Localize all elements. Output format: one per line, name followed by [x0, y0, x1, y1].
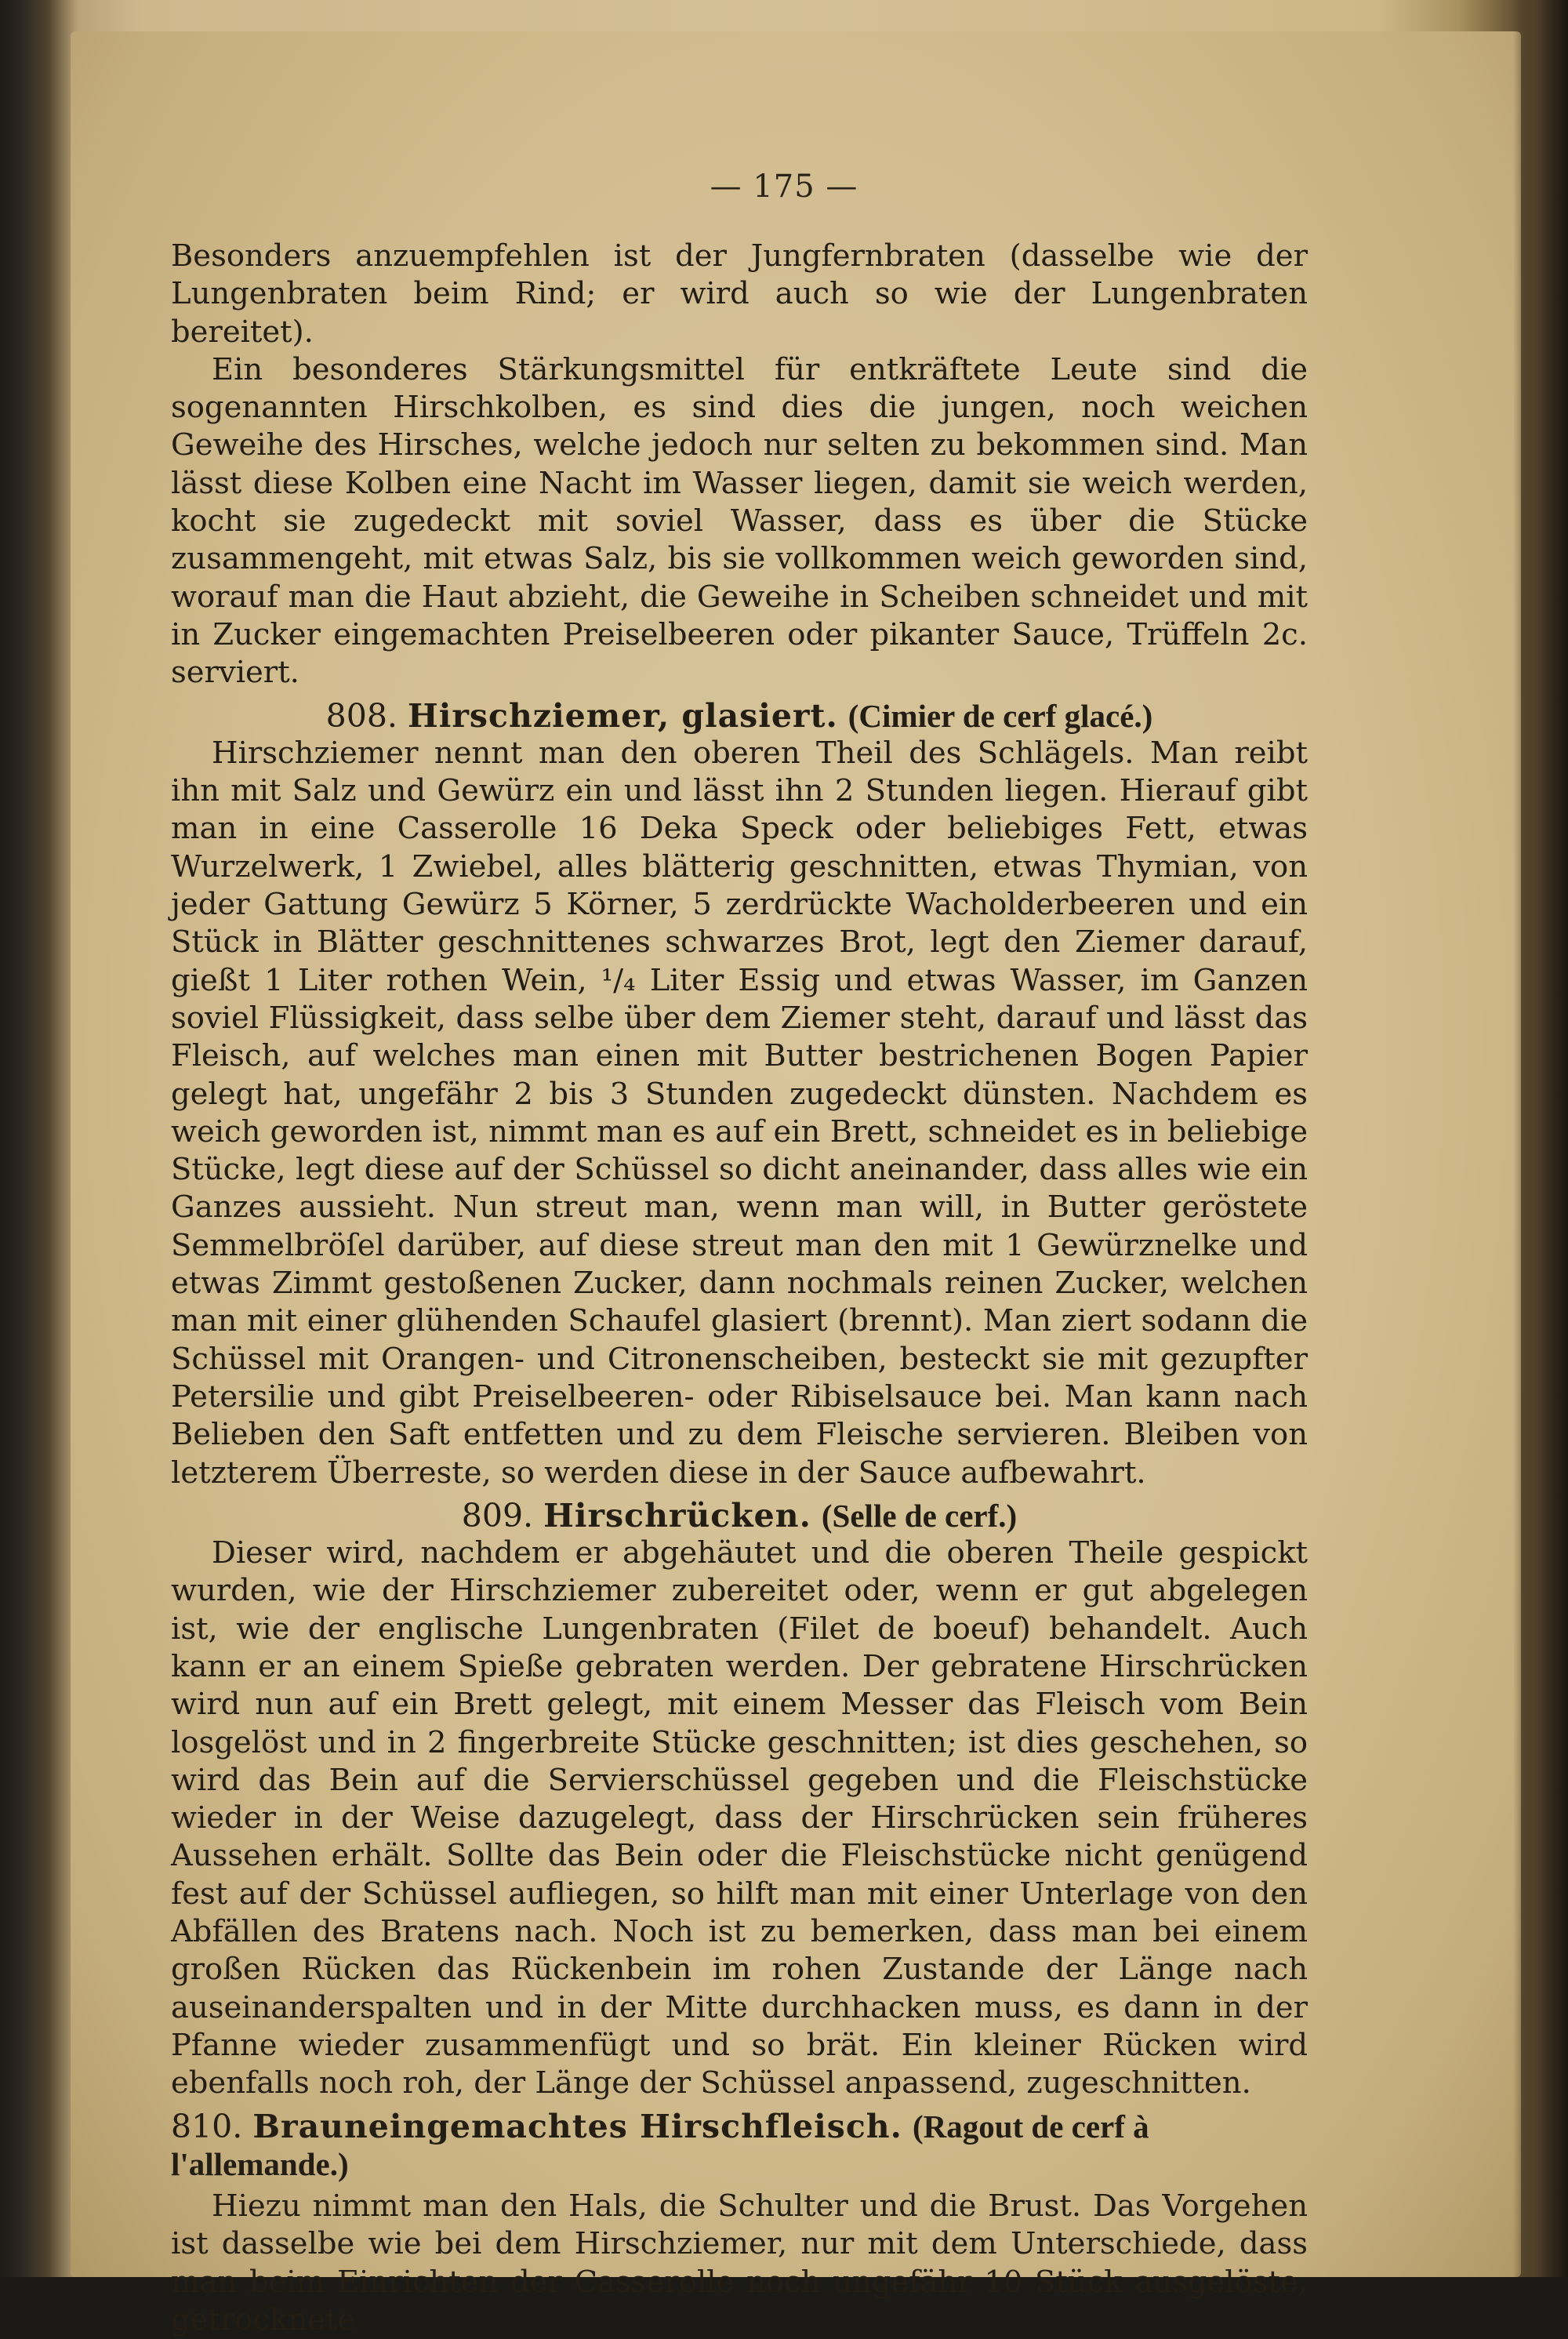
recipe-heading-809 — [171, 1497, 1308, 1535]
recipe-title-german: Hirschrücken. — [543, 1496, 811, 1535]
recipe-title-french: (Cimier de cerf glacé.) — [848, 697, 1153, 734]
recipe-title-german: Hirschziemer, glasiert. — [408, 696, 838, 735]
recipe-paragraph: Dieser wird, nachdem er abgehäutet und die oberen Theile gespickt wurden, wie der Hirschziemer zubereitet oder, wenn er gut abgelegen ist, wie der englische Lungenbraten (Filet de boeuf) behandelt. Auch kann er an einem Spieße gebraten werden. Der gebratene Hirschrücken wird nun auf ein Brett gelegt, mit einem Messer das Fleisch vom Bein losgelöst und in 2 fingerbreite Stücke geschnitten; ist dies geschehen, so wird das Bein auf die Servierschüssel gegeben und die Fleischstücke wieder in der Weise dazugelegt, dass der Hirschrücken sein früheres Aussehen erhält. Sollte das Bein oder die Fleischstücke nicht genügend fest auf der Schüssel aufliegen, so hilft man mit einer Unterlage von den Abfällen des Bratens nach. Noch ist zu bemerken, dass man bei einem großen Rücken das Rückenbein im rohen Zustande der Länge nach auseinanderspalten und in der Mitte durchhacken muss, es dann in der Pfanne wieder zusammenfügt und so brät. Ein kleiner Rücken wird ebenfalls noch roh, der Länge der Schüssel anpassend, zugeschnitten. — [171, 1535, 1308, 2101]
intro-paragraph: Ein besonderes Stärkungsmittel für entkräftete Leute sind die sogenannten Hirschkolben, es sind dies die jungen, noch weichen Geweihe des Hirsches, welche jedoch nur selten zu bekommen sind. Man lässt diese Kolben eine Nacht im Wasser liegen, damit sie weich werden, kocht sie zugedeckt mit soviel Wasser, dass es über die Stücke zusammengeht, mit etwas Salz, bis sie vollkommen weich geworden sind, worauf man die Haut abzieht, die Geweihe in Scheiben schneidet und mit in Zucker eingemachten Preiselbeeren oder pikanter Sauce, Trüffeln 2c. serviert. — [171, 351, 1308, 691]
page-number: — 175 — — [710, 169, 858, 205]
recipe-title-french: (Ragout de cerf à l'allemande.) — [171, 2108, 1149, 2182]
recipe-number: 810. — [171, 2107, 243, 2145]
recipe-heading-810 — [171, 2108, 1308, 2184]
recipe-paragraph: Hirschziemer nennt man den oberen Theil des Schlägels. Man reibt ihn mit Salz und Gewürz ein und lässt ihn 2 Stunden liegen. Hierauf gibt man in eine Casserolle 16 Deka Speck oder beliebiges Fett, etwas Wurzelwerk, 1 Zwiebel, alles blätterig geschnitten, etwas Thymian, von jeder Gattung Gewürz 5 Körner, 5 zerdrückte Wacholderbeeren und ein Stück in Blätter geschnittenes schwarzes Brot, legt den Ziemer darauf, gießt 1 Liter rothen Wein, ¹/₄ Liter Essig und etwas Wasser, im Ganzen soviel Flüssigkeit, dass selbe über dem Ziemer steht, darauf und lässt das Fleisch, auf welches man einen mit Butter bestrichenen Bogen Papier gelegt hat, ungefähr 2 bis 3 Stunden zugedeckt dünsten. Nachdem es weich geworden ist, nimmt man es auf ein Brett, schneidet es in beliebige Stücke, legt diese auf der Schüssel so dicht aneinander, dass alles wie ein Ganzes aussieht. Nun streut man, wenn man will, in Butter geröstete Semmelbröſel darüber, auf diese streut man den mit 1 Gewürznelke und etwas Zimmt gestoßenen Zucker, dann nochmals reinen Zucker, welchen man mit einer glühenden Schaufel glasiert (brennt). Man ziert sodann die Schüssel mit Orangen- und Citronenscheiben, besteckt sie mit gezupfter Petersilie und gibt Preiselbeeren- oder Ribiselsauce bei. Man kann nach Belieben den Saft entfetten und zu dem Fleische servieren. Bleiben von letzterem Überreste, so werden diese in der Sauce aufbewahrt. — [171, 735, 1308, 1491]
recipe-number: 808. — [325, 696, 397, 735]
recipe-paragraph: Hiezu nimmt man den Hals, die Schulter und die Brust. Das Vorgehen ist dasselbe wie bei dem Hirschziemer, nur mit dem Unterschiede, dass man beim Einrichten der Casserolle noch ungefähr 10 Stück ausgelöste, getrocknete — [171, 2188, 1308, 2338]
page-edge-shadow — [1513, 0, 1568, 2277]
recipe-title-french: (Selle de cerf.) — [821, 1497, 1018, 1534]
book-gutter-shadow — [0, 0, 55, 2277]
recipe-number: 809. — [461, 1496, 534, 1535]
recipe-heading-808 — [171, 697, 1308, 735]
recipe-title-german: Brauneingemachtes Hirschfleisch. — [252, 2107, 902, 2145]
page-text — [171, 238, 1308, 2339]
intro-paragraph: Besonders anzuempfehlen ist der Jungfernbraten (dasselbe wie der Lungenbraten beim Rind; er wird auch so wie der Lungenbraten bereitet). — [171, 238, 1308, 350]
